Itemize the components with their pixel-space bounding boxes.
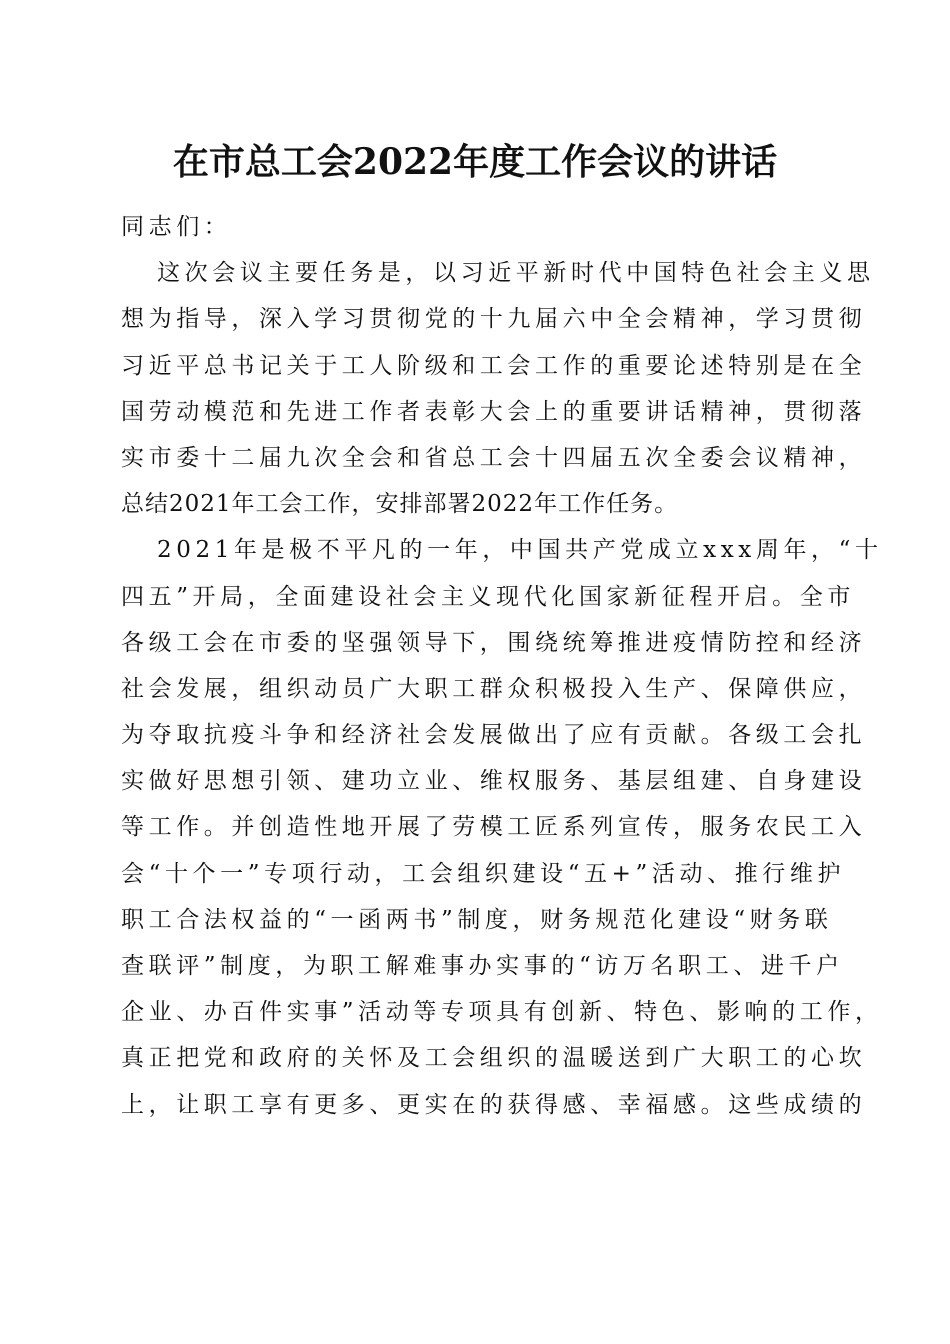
paragraph-line: 企业、办百件实事”活动等专项具有创新、特色、影响的工作， xyxy=(121,999,883,1026)
paragraph-line: 这次会议主要任务是，以习近平新时代中国特色社会主义思 xyxy=(157,260,875,287)
paragraph-line: 真正把党和政府的关怀及工会组织的温暖送到广大职工的心坎 xyxy=(121,1045,867,1072)
paragraph-line: 习近平总书记关于工人阶级和工会工作的重要论述特别是在全 xyxy=(121,352,867,379)
paragraph-line: 国劳动模范和先进工作者表彰大会上的重要讲话精神，贯彻落 xyxy=(121,398,867,425)
paragraph-line: 总结2021年工会工作，安排部署2022年工作任务。 xyxy=(121,491,679,518)
paragraph-line: 查联评”制度，为职工解难事办实事的“访万名职工、进千户 xyxy=(121,953,844,979)
document-title: 在市总工会2022年度工作会议的讲话 xyxy=(172,141,778,183)
salutation: 同志们： xyxy=(121,214,232,240)
paragraph-line: 四五”开局，全面建设社会主义现代化国家新征程开启。全市 xyxy=(121,583,855,610)
paragraph-line: 职工合法权益的“一函两书”制度，财务规范化建设“财务联 xyxy=(121,906,833,933)
paragraph-line: 各级工会在市委的坚强领导下，围绕统筹推进疫情防控和经济 xyxy=(121,629,867,656)
paragraph-2 xyxy=(121,527,883,1127)
paragraph-line: 实做好思想引领、建功立业、维权服务、基层组建、自身建设 xyxy=(121,768,867,795)
paragraph-1 xyxy=(121,250,875,527)
paragraph-line: 实市委十二届九次全会和省总工会十四届五次全委会议精神， xyxy=(121,444,867,471)
document-body xyxy=(121,204,883,1128)
paragraph-line: 会“十个一”专项行动，工会组织建设“五+”活动、推行维护 xyxy=(121,860,846,887)
paragraph-line: 上，让职工享有更多、更实在的获得感、幸福感。这些成绩的 xyxy=(121,1091,867,1118)
paragraph-line: 想为指导，深入学习贯彻党的十九届六中全会精神，学习贯彻 xyxy=(121,306,867,333)
paragraph-line: 等工作。并创造性地开展了劳模工匠系列宣传，服务农民工入 xyxy=(121,814,867,841)
paragraph-line: 2021年是极不平凡的一年，中国共产党成立xxx周年，“十 xyxy=(157,537,883,564)
paragraph-line: 为夺取抗疫斗争和经济社会发展做出了应有贡献。各级工会扎 xyxy=(121,722,867,749)
paragraph-line: 社会发展，组织动员广大职工群众积极投入生产、保障供应， xyxy=(121,675,867,702)
